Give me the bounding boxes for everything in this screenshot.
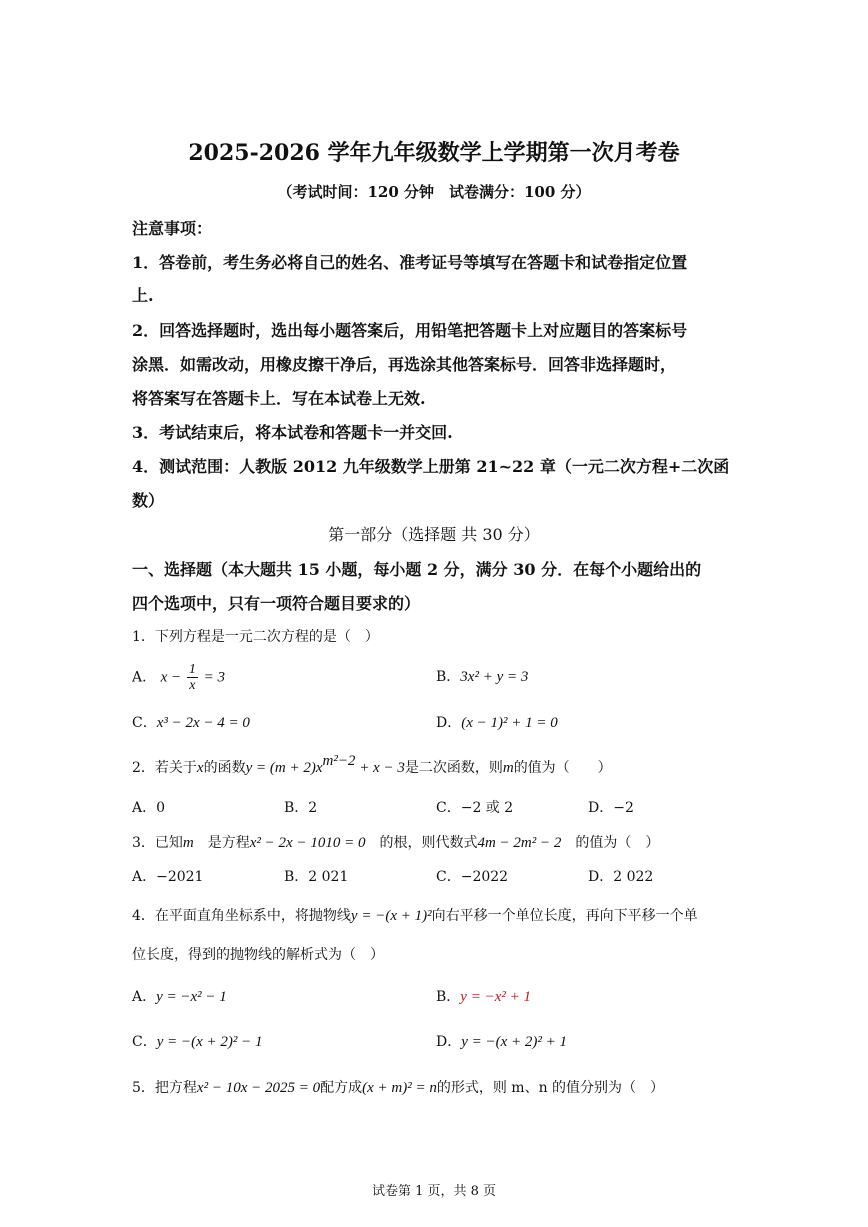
notice-item-1-line-2: 上. xyxy=(132,286,154,305)
q3-option-c: C．−2022 xyxy=(436,869,509,885)
q4-stem-post: 向右平移一个单位长度，再向下平移一个单 xyxy=(431,908,698,924)
part-1-heading: 第一部分（选择题 共 30 分） xyxy=(328,525,540,544)
q3-stem-pre: 3．已知 xyxy=(132,835,183,851)
q4-option-a-math: y = −x² − 1 xyxy=(156,989,227,1005)
exam-title: 2025-2026 学年九年级数学上学期第一次月考卷 xyxy=(188,140,680,166)
q5-stem-mid: 配方成 xyxy=(320,1080,363,1096)
q5-stem xyxy=(132,1077,664,1097)
q1-fraction-numerator: 1 xyxy=(188,662,196,677)
q5-form: (x + m)² = n xyxy=(362,1080,437,1096)
q1-option-a-label: A． xyxy=(132,669,157,686)
q1-option-a-pre: x − xyxy=(160,669,185,686)
q2-var-m: m xyxy=(502,760,514,776)
q4-option-d-math: y = −(x + 2)² + 1 xyxy=(461,1034,568,1050)
q2-option-d: D．−2 xyxy=(588,800,634,816)
page-footer: 试卷第 1 页，共 8 页 xyxy=(371,1184,497,1199)
q4-option-c-math: y = −(x + 2)² − 1 xyxy=(156,1034,263,1050)
q3-stem xyxy=(132,832,659,852)
q1-option-c-math: x³ − 2x − 4 = 0 xyxy=(156,715,250,731)
q3-option-b: B．2 021 xyxy=(284,869,349,885)
q2-option-a: A．0 xyxy=(132,800,166,816)
section-1-heading-line-2: 四个选项中，只有一项符合题目要求的） xyxy=(132,594,421,613)
q5-stem-post: 的形式，则 m、n 的值分别为（ ） xyxy=(436,1080,665,1096)
q2-option-c: C．−2 或 2 xyxy=(436,800,514,816)
q1-option-a-post: = 3 xyxy=(199,669,225,686)
q3-stem-post: 的值为（ ） xyxy=(561,835,660,851)
q2-function-tail: + x − 3 xyxy=(355,760,405,776)
exam-subtitle: （考试时间：120 分钟 试卷满分：100 分） xyxy=(277,183,591,201)
q1-option-c xyxy=(132,712,250,732)
section-1-heading-line-1: 一、选择题（本大题共 15 小题，每小题 2 分，满分 30 分．在每个小题给出的 xyxy=(132,560,702,579)
q4-option-b-label: B． xyxy=(436,989,461,1005)
q2-var-x: x xyxy=(196,760,204,776)
q1-stem: 1．下列方程是一元二次方程的是（ ） xyxy=(132,629,379,645)
q3-stem-mid1: 是方程 xyxy=(193,835,250,851)
notice-heading: 注意事项： xyxy=(132,219,213,238)
q4-stem-line-1 xyxy=(132,905,698,925)
q3-equation: x² − 2x − 1010 = 0 xyxy=(249,835,366,851)
q1-option-d-math: (x − 1)² + 1 = 0 xyxy=(461,715,558,731)
q4-option-b-math: y = −x² + 1 xyxy=(460,989,531,1005)
q2-function: y = (m + 2)x xyxy=(245,760,323,776)
q3-option-a: A．−2021 xyxy=(132,869,204,885)
notice-item-2-line-3: 将答案写在答题卡上．写在本试卷上无效. xyxy=(132,389,426,408)
q1-option-a xyxy=(132,662,225,693)
q1-option-b-math: 3x² + y = 3 xyxy=(460,669,529,685)
q4-option-d-label: D． xyxy=(436,1034,462,1050)
q3-var-m: m xyxy=(182,835,194,851)
q4-option-b xyxy=(436,986,531,1006)
q4-option-c xyxy=(132,1031,263,1051)
q4-option-a xyxy=(132,986,227,1006)
notice-item-4-line-2: 数） xyxy=(132,491,165,510)
q3-expression: 4m − 2m² − 2 xyxy=(477,835,562,851)
q5-stem-pre: 5．把方程 xyxy=(132,1080,197,1096)
q3-option-d: D．2 022 xyxy=(588,869,654,885)
q4-stem-pre: 4．在平面直角坐标系中，将抛物线 xyxy=(132,908,351,924)
q1-fraction-denominator: x xyxy=(189,678,196,693)
q4-option-d xyxy=(436,1031,567,1051)
q3-stem-mid2: 的根，则代数式 xyxy=(365,835,478,851)
q2-option-b: B．2 xyxy=(284,800,318,816)
q2-function-exponent: m²−2 xyxy=(322,753,356,769)
q1-option-c-label: C． xyxy=(132,715,157,731)
q4-stem-line-2: 位长度，得到的抛物线的解析式为（ ） xyxy=(132,947,384,963)
q1-option-d xyxy=(436,712,558,732)
q2-stem-mid2: 是二次函数，则 xyxy=(404,760,503,776)
notice-item-3: 3．考试结束后，将本试卷和答题卡一并交回. xyxy=(132,423,453,442)
q1-option-b-label: B． xyxy=(436,669,461,685)
q5-equation: x² − 10x − 2025 = 0 xyxy=(196,1080,321,1096)
q1-option-b xyxy=(436,666,528,686)
notice-item-2-line-1: 2．回答选择题时，选出每小题答案后，用铅笔把答题卡上对应题目的答案标号 xyxy=(132,321,688,340)
notice-item-2-line-2: 涂黑．如需改动，用橡皮擦干净后，再选涂其他答案标号．回答非选择题时， xyxy=(132,355,677,374)
notice-item-1-line-1: 1．答卷前，考生务必将自己的姓名、准考证号等填写在答题卡和试卷指定位置 xyxy=(132,253,688,272)
q2-stem-pre: 2．若关于 xyxy=(132,760,197,776)
q4-parabola: y = −(x + 1)² xyxy=(350,908,432,924)
q2-stem-mid1: 的函数 xyxy=(203,760,246,776)
q4-option-a-label: A． xyxy=(132,989,157,1005)
q2-stem-post: 的值为（ ） xyxy=(513,760,612,776)
q4-option-c-label: C． xyxy=(132,1034,157,1050)
q1-option-d-label: D． xyxy=(436,715,462,731)
q1-option-a-fraction xyxy=(187,662,198,693)
q2-stem xyxy=(132,753,612,777)
notice-item-4-line-1: 4．测试范围：人教版 2012 九年级数学上册第 21~22 章（一元二次方程+二次函 xyxy=(132,457,730,476)
